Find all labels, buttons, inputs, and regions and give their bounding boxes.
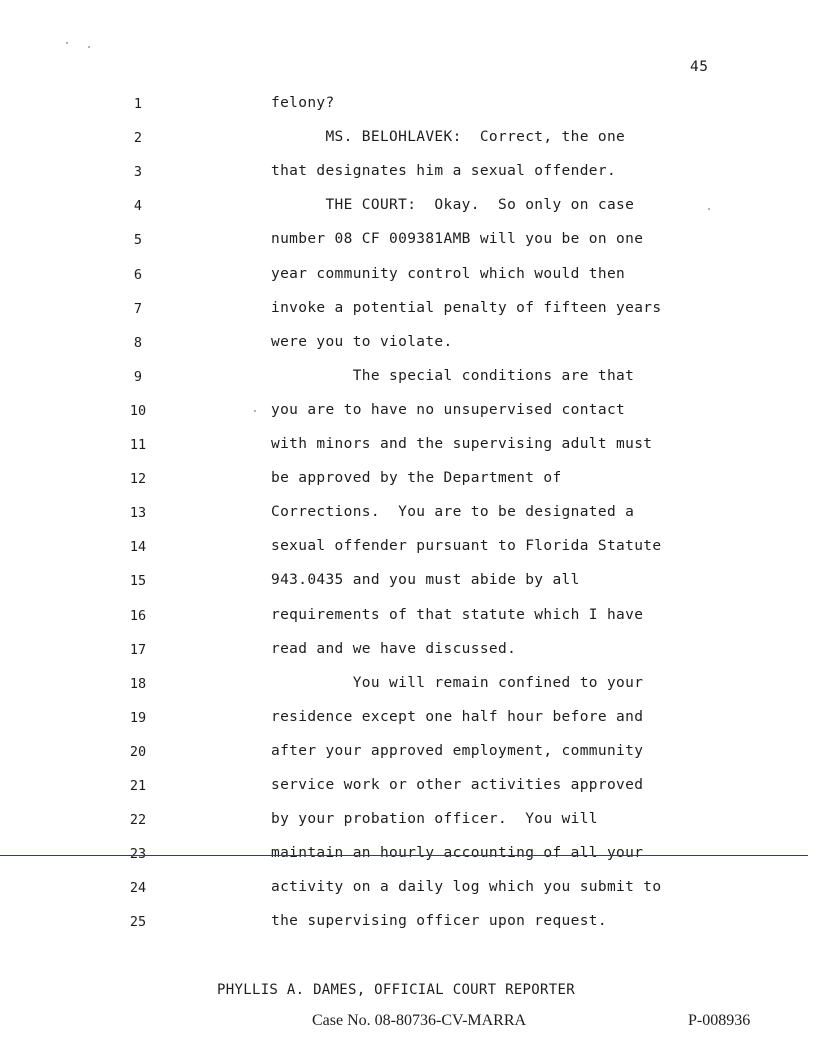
line-text: after your approved employment, community <box>271 743 644 759</box>
line-text: 943.0435 and you must abide by all <box>271 572 580 588</box>
line-number: 11 <box>129 437 147 453</box>
bates-number: P-008936 <box>688 1012 751 1029</box>
line-number: 8 <box>133 335 143 351</box>
line-text: MS. BELOHLAVEK: Correct, the one <box>271 129 626 145</box>
scan-speck <box>66 42 68 44</box>
line-number: 23 <box>129 846 147 862</box>
line-number: 6 <box>133 267 143 283</box>
line-text: maintain an hourly accounting of all your <box>271 845 644 861</box>
line-text: be approved by the Department of <box>271 470 562 486</box>
line-number: 18 <box>129 676 147 692</box>
line-number: 2 <box>133 130 143 146</box>
court-reporter-footer: PHYLLIS A. DAMES, OFFICIAL COURT REPORTER <box>217 982 575 998</box>
line-number: 20 <box>129 744 147 760</box>
line-number: 5 <box>133 232 143 248</box>
line-text: felony? <box>271 95 335 111</box>
line-text: You will remain confined to your <box>271 675 644 691</box>
line-number: 24 <box>129 880 147 896</box>
line-text: The special conditions are that <box>271 368 635 384</box>
line-number: 3 <box>133 164 143 180</box>
line-number: 10 <box>129 403 147 419</box>
line-number: 12 <box>129 471 147 487</box>
line-number: 13 <box>129 505 147 521</box>
line-text: Corrections. You are to be designated a <box>271 504 635 520</box>
line-text: invoke a potential penalty of fifteen years <box>271 300 662 316</box>
line-text: were you to violate. <box>271 334 453 350</box>
line-number: 25 <box>129 914 147 930</box>
line-number: 1 <box>133 96 143 112</box>
line-text: read and we have discussed. <box>271 641 517 657</box>
line-number: 22 <box>129 812 147 828</box>
line-text: residence except one half hour before and <box>271 709 644 725</box>
line-text: with minors and the supervising adult must <box>271 436 653 452</box>
case-number: Case No. 08-80736-CV-MARRA <box>312 1012 527 1029</box>
line-text: you are to have no unsupervised contact <box>271 402 626 418</box>
line-number: 21 <box>129 778 147 794</box>
line-number: 19 <box>129 710 147 726</box>
line-number: 7 <box>133 301 143 317</box>
line-text: activity on a daily log which you submit to <box>271 879 662 895</box>
line-number: 15 <box>129 573 147 589</box>
line-number: 14 <box>129 539 147 555</box>
line-text: THE COURT: Okay. So only on case <box>271 197 635 213</box>
page-number: 45 <box>690 59 709 75</box>
line-number: 16 <box>129 608 147 624</box>
line-number: 17 <box>129 642 147 658</box>
line-text: year community control which would then <box>271 266 626 282</box>
line-text: that designates him a sexual offender. <box>271 163 617 179</box>
line-text: service work or other activities approved <box>271 777 644 793</box>
line-text: the supervising officer upon request. <box>271 913 607 929</box>
line-number: 4 <box>133 198 143 214</box>
line-text: sexual offender pursuant to Florida Statute <box>271 538 662 554</box>
strikethrough-line <box>0 855 808 856</box>
line-text: number 08 CF 009381AMB will you be on one <box>271 231 644 247</box>
scan-speck <box>708 208 710 210</box>
scan-speck <box>88 46 90 48</box>
line-text: by your probation officer. You will <box>271 811 598 827</box>
line-number: 9 <box>133 369 143 385</box>
scan-speck <box>254 410 256 412</box>
line-text: requirements of that statute which I have <box>271 607 644 623</box>
